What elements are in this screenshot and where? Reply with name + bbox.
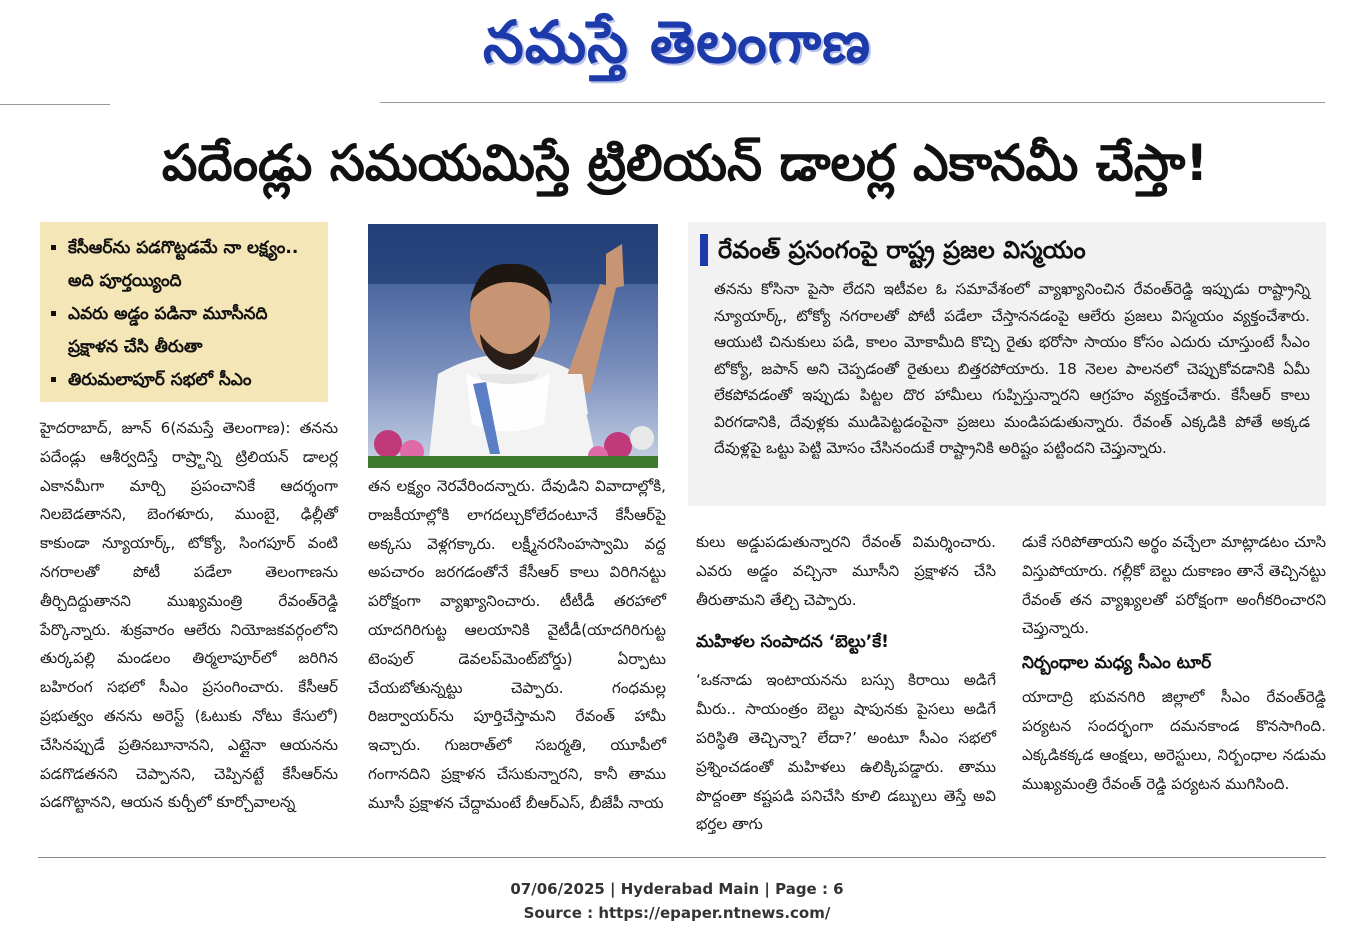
column-3-intro: కులు అడ్డుపడుతున్నారని రేవంత్ విమర్శించారు. ఎవరు అడ్డం వచ్చినా మూసీని ప్రక్షాళన చేసి తీరుతామని తేల్చి చెప్పారు. xyxy=(696,533,996,609)
highlight-item: ▪ కేసీఆర్‌ను పడగొట్టడమే నా లక్ష్యం.. అది పూర్తయ్యింది xyxy=(68,232,318,298)
sidebar-story-title: రేవంత్ ప్రసంగంపై రాష్ట్ర ప్రజల విస్మయం xyxy=(718,236,1086,264)
speaker-photo-illustration xyxy=(368,224,658,468)
masthead xyxy=(0,0,1354,98)
bottom-rule xyxy=(38,857,1326,858)
subheading-cm-tour: నిర్బంధాల మధ్య సీఎం టూర్ xyxy=(1022,653,1212,674)
subheading-belt: మహిళల సంపాదన ‘బెల్టు’కే! xyxy=(696,632,889,653)
masthead-logo: నమస్తే తెలంగాణ xyxy=(483,8,871,76)
highlights-box xyxy=(40,222,328,402)
highlight-item: ▪ ఎవరు అడ్డం పడినా మూసీనది ప్రక్షాళన చేసి తీరుతా xyxy=(68,298,318,364)
column-4-body: యాదాద్రి భువనగిరి జిల్లాలో సీఎం రేవంత్‌రెడ్డి పర్యటన సందర్భంగా దమనకాండ కొనసాగింది. ఎక్కడికక్కడ ఆంక్షలు, అరెస్టులు, నిర్బంధాల నడుమ ముఖ్యమంత్రి రేవంత్ రెడ్డి పర్యటన ముగిసింది. xyxy=(1022,688,1326,793)
column-3-body: ‘ఒకనాడు ఇంటాయనను బస్సు కిరాయి అడిగే మీరు.. సాయంత్రం బెల్టు షాపునకు పైసలు అడిగే పరిస్థితి తెచ్చిన్నా? లేదా?’ అంటూ సీఎం సభలో ప్రశ్నించడంతో మహిళలు ఉలిక్కిపడ్డారు. తాము పొద్దంతా కష్టపడి పనిచేసి కూలి డబ్బులు తెస్తే అవి భర్తల తాగు xyxy=(696,671,996,834)
footer-source: Source : https://epaper.ntnews.com/ xyxy=(523,904,831,922)
sidebar-story-box xyxy=(688,222,1326,506)
column-4-intro: డుకే సరిపోతాయని అర్థం వచ్చేలా మాట్లాడటం చూసి విస్తుపోయారు. గల్లీకో బెల్టు దుకాణం తానే తెచ్చినట్టు రేవంత్ తన వ్యాఖ్యలతో పరోక్షంగా అంగీకరించారని చెప్తున్నారు. xyxy=(1022,533,1326,638)
article-column-2: తన లక్ష్యం నెరవేరిందన్నారు. దేవుడిని వివాదాల్లోకి, రాజకీయాల్లోకి లాగదల్చుకోలేదంటూనే కేసీఆర్‌పై అక్కసు వెళ్లగక్కారు. లక్ష్మీనరసింహస్వామి వద్ద అపచారం జరగడంతోనే కేసీఆర్ కాలు విరిగినట్టు పరోక్షంగా వ్యాఖ్యానించారు. టీటీడీ తరహాలో యాదగిరిగుట్ట ఆలయానికి వైటీడీ(యాదగిరిగుట్ట టెంపుల్ డెవలప్‌మెంట్‌బోర్డు) ఏర్పాటు చేయబోతున్నట్టు చెప్పారు. గంధమల్ల రిజర్వాయర్‌ను పూర్తిచేస్తామని రేవంత్ హామీ ఇచ్చారు. గుజరాత్‌లో సబర్మతి, యూపీలో గంగానదిని ప్రక్షాళన చేసుకున్నారని, కానీ తాము మూసీ ప్రక్షాళన చేద్దామంటే బీఆర్‌ఎస్, బీజేపీ నాయ xyxy=(368,477,666,812)
footer-edition-info: 07/06/2025 | Hyderabad Main | Page : 6 xyxy=(510,880,844,898)
article-column-1: హైదరాబాద్, జూన్ 6(నమస్తే తెలంగాణ): తనను పదేండ్లు ఆశీర్వదిస్తే రాష్ర్టాన్ని ట్రిలియన్ డాలర్ల ఎకానమీగా మార్చి ప్రపంచానికే ఆదర్శంగా నిలబెడతానని, బెంగళూరు, ముంబై, ఢిల్లీతో కాకుండా న్యూయార్క్, టోక్యో, సింగపూర్ వంటి నగరాలతో పోటీ పడేలా తెలంగాణను తీర్చిదిద్దుతానని ముఖ్యమంత్రి రేవంత్‌రెడ్డి పేర్కొన్నారు. శుక్రవారం ఆలేరు నియోజకవర్గంలోని తుర్కపల్లి మండలం తిర్మలాపూర్‌లో జరిగిన బహిరంగ సభలో సీఎం ప్రసంగించారు. కేసీఆర్ ప్రభుత్వం తనను అరెస్ట్ (ఓటుకు నోటు కేసులో) చేసినప్పుడే ప్రతినబూనానని, ఎట్లైనా ఆయనను పడగొడతనని చెప్పానని, చెప్పినట్టే కేసీఆర్‌ను పడగొట్టానని, ఆయన కుర్చీలో కూర్చోవాలన్న xyxy=(40,419,338,812)
top-rule-left xyxy=(0,104,110,105)
highlight-item: ▪ తిరుమలాపూర్ సభలో సీఎం xyxy=(68,364,318,397)
sidebar-story-body: తనను కోసినా పైసా లేదని ఇటీవల ఓ సమావేశంలో వ్యాఖ్యానించిన రేవంత్‌రెడ్డి ఇప్పుడు రాష్ట్రాన్ని న్యూయార్క్, టోక్యో నగరాలతో పోటీ పడేలా చేస్తాననడంపై ఆలేరు ప్రజలు విస్మయం వ్యక్తంచేశారు. ఆయుటి చినుకులు పడి, కాలం మోకామీది కొచ్చి రైతు భరోసా సాయం కోసం ఎదురు చూస్తుంటే సీఎం టోక్యో, జపాన్ అని చెప్పడంతో రైతులు బిత్తరపోయారు. 18 నెలల పాలనలో చెప్పుకోవడానికి ఏమీ లేకపోవడంతో ఇప్పుడు పిట్టల దొర హామీలు గుప్పిస్తున్నారని ఆగ్రహం వ్యక్తంచేశారు. కేసీఆర్ కాలు విరగడానికి, దేవుళ్లకు ముడిపెట్టడంపైనా ప్రజలు మండిపడుతున్నారు. రేవంత్ ఎక్కడికి పోతే అక్కడ దేవుళ్లపై ఒట్టు పెట్టి మోసం చేసినందుకే రాష్ట్రానికి అరిష్టం పట్టిందని చెప్తున్నారు. xyxy=(714,280,1310,457)
title-accent-bar xyxy=(700,234,708,266)
headline: పదేండ్లు సమయమిస్తే ట్రిలియన్ డాలర్ల ఎకానమీ చేస్తా! xyxy=(161,134,1209,192)
top-rule xyxy=(380,102,1325,103)
news-photo xyxy=(368,224,658,468)
article-column-4 xyxy=(1022,528,1326,798)
article-column-3 xyxy=(696,528,996,839)
